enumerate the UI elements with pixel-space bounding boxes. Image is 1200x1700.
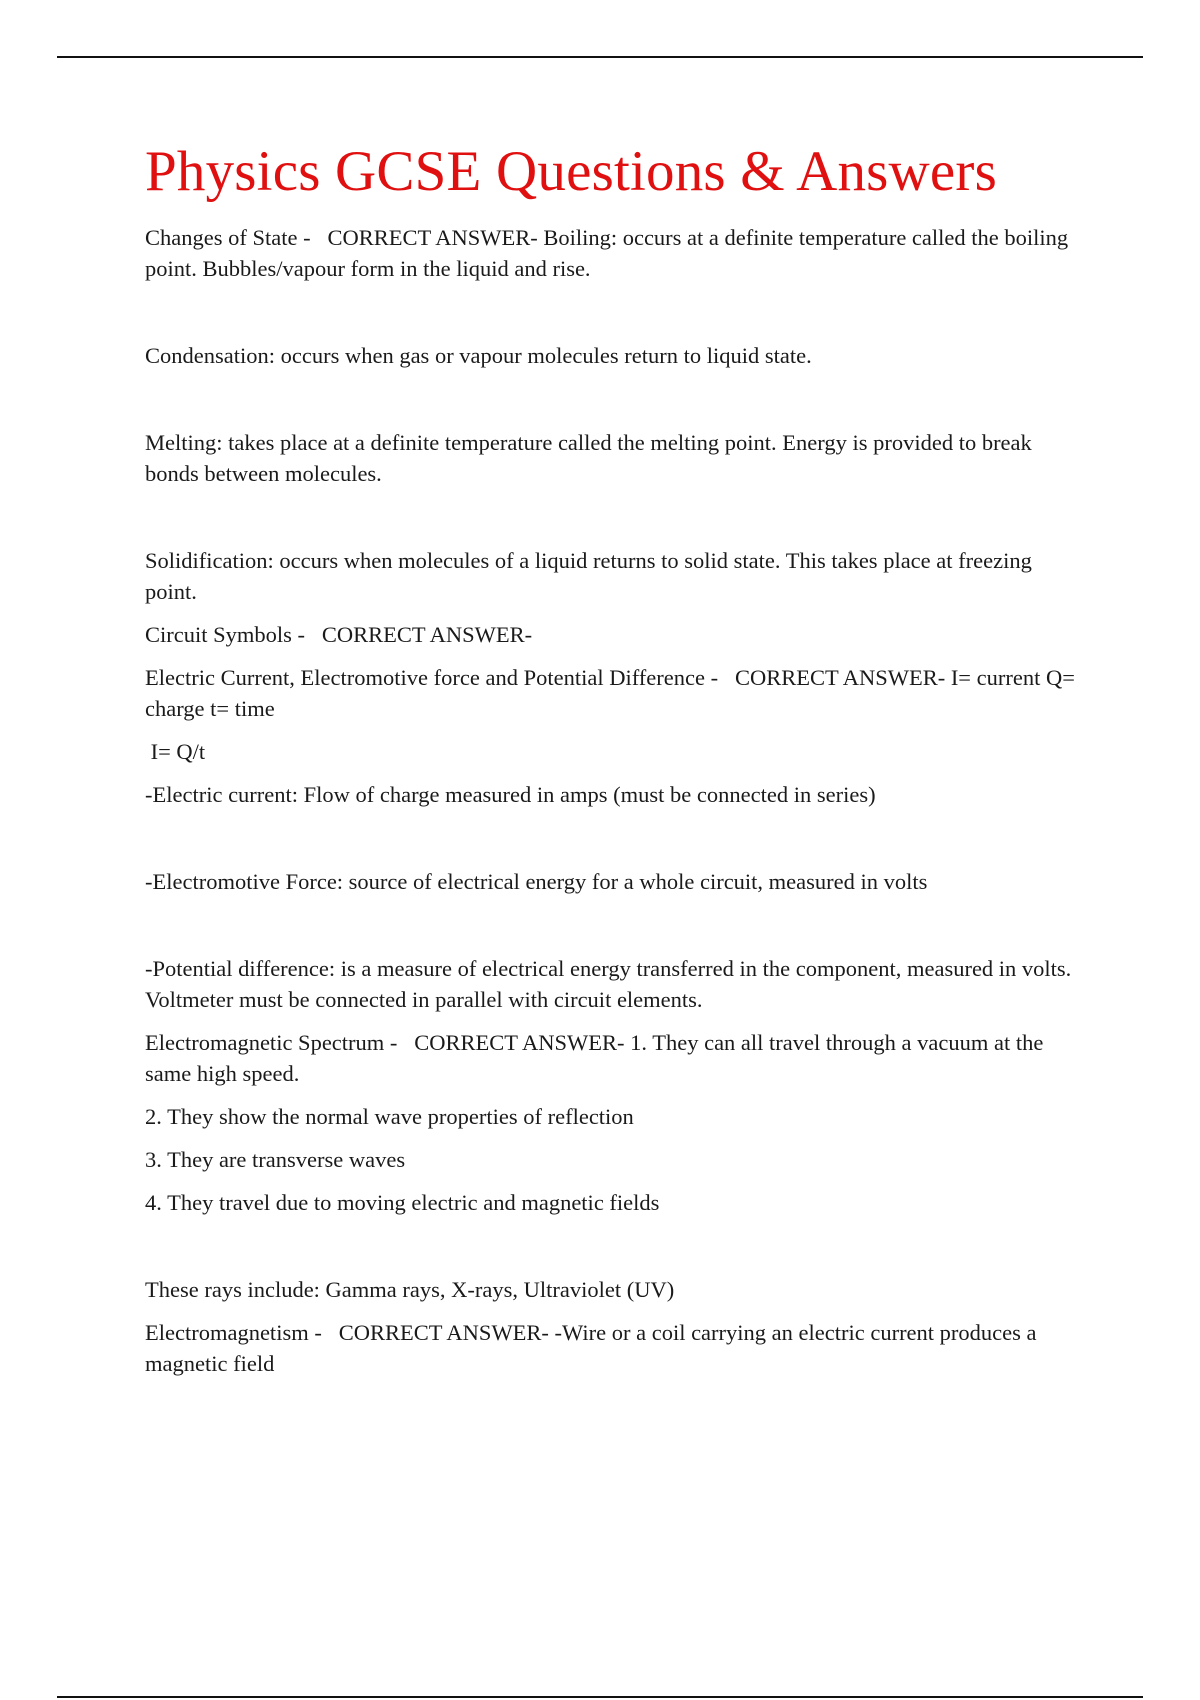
paragraph-potential-difference: -Potential difference: is a measure of electrical energy transferred in the component, measured in volts. Voltmeter must be connected in parallel with circuit elements. — [145, 955, 1077, 1012]
paragraph-electromagnetic-spectrum: Electromagnetic Spectrum - CORRECT ANSWER- 1. They can all travel through a vacuum at the same high speed. — [145, 1029, 1049, 1086]
paragraph-electric-current-definition: -Electric current: Flow of charge measured in amps (must be connected in series) — [145, 781, 876, 807]
paragraph-spectrum-point-3: 3. They are transverse waves — [145, 1146, 406, 1172]
paragraph-electromagnetism: Electromagnetism - CORRECT ANSWER- -Wire or a coil carrying an electric current produces a magnetic field — [145, 1319, 1043, 1376]
document-title: Physics GCSE Questions & Answers — [145, 140, 997, 203]
paragraph-formula: I= Q/t — [145, 738, 206, 764]
paragraph-rays-include: These rays include: Gamma rays, X-rays, Ultraviolet (UV) — [145, 1276, 675, 1302]
bottom-rule — [57, 1696, 1143, 1698]
paragraph-circuit-symbols: Circuit Symbols - CORRECT ANSWER- — [145, 621, 533, 647]
paragraph-spectrum-point-2: 2. They show the normal wave properties of reflection — [145, 1103, 634, 1129]
paragraph-melting: Melting: takes place at a definite temperature called the melting point. Energy is provided to break bonds between molecules. — [145, 429, 1038, 486]
paragraph-spectrum-point-4: 4. They travel due to moving electric and magnetic fields — [145, 1189, 660, 1215]
paragraph-condensation: Condensation: occurs when gas or vapour molecules return to liquid state. — [145, 342, 812, 368]
paragraph-electric-current: Electric Current, Electromotive force and Potential Difference - CORRECT ANSWER- I= current Q= charge t= time — [145, 664, 1081, 721]
document-body — [145, 140, 1085, 1379]
paragraph-solidification: Solidification: occurs when molecules of a liquid returns to solid state. This takes place at freezing point. — [145, 547, 1038, 604]
paragraph-changes-of-state: Changes of State - CORRECT ANSWER- Boiling: occurs at a definite temperature called the boiling point. Bubbles/vapour form in the liquid and rise. — [145, 224, 1074, 281]
top-rule — [57, 56, 1143, 58]
paragraph-electromotive-force: -Electromotive Force: source of electrical energy for a whole circuit, measured in volts — [145, 868, 928, 894]
